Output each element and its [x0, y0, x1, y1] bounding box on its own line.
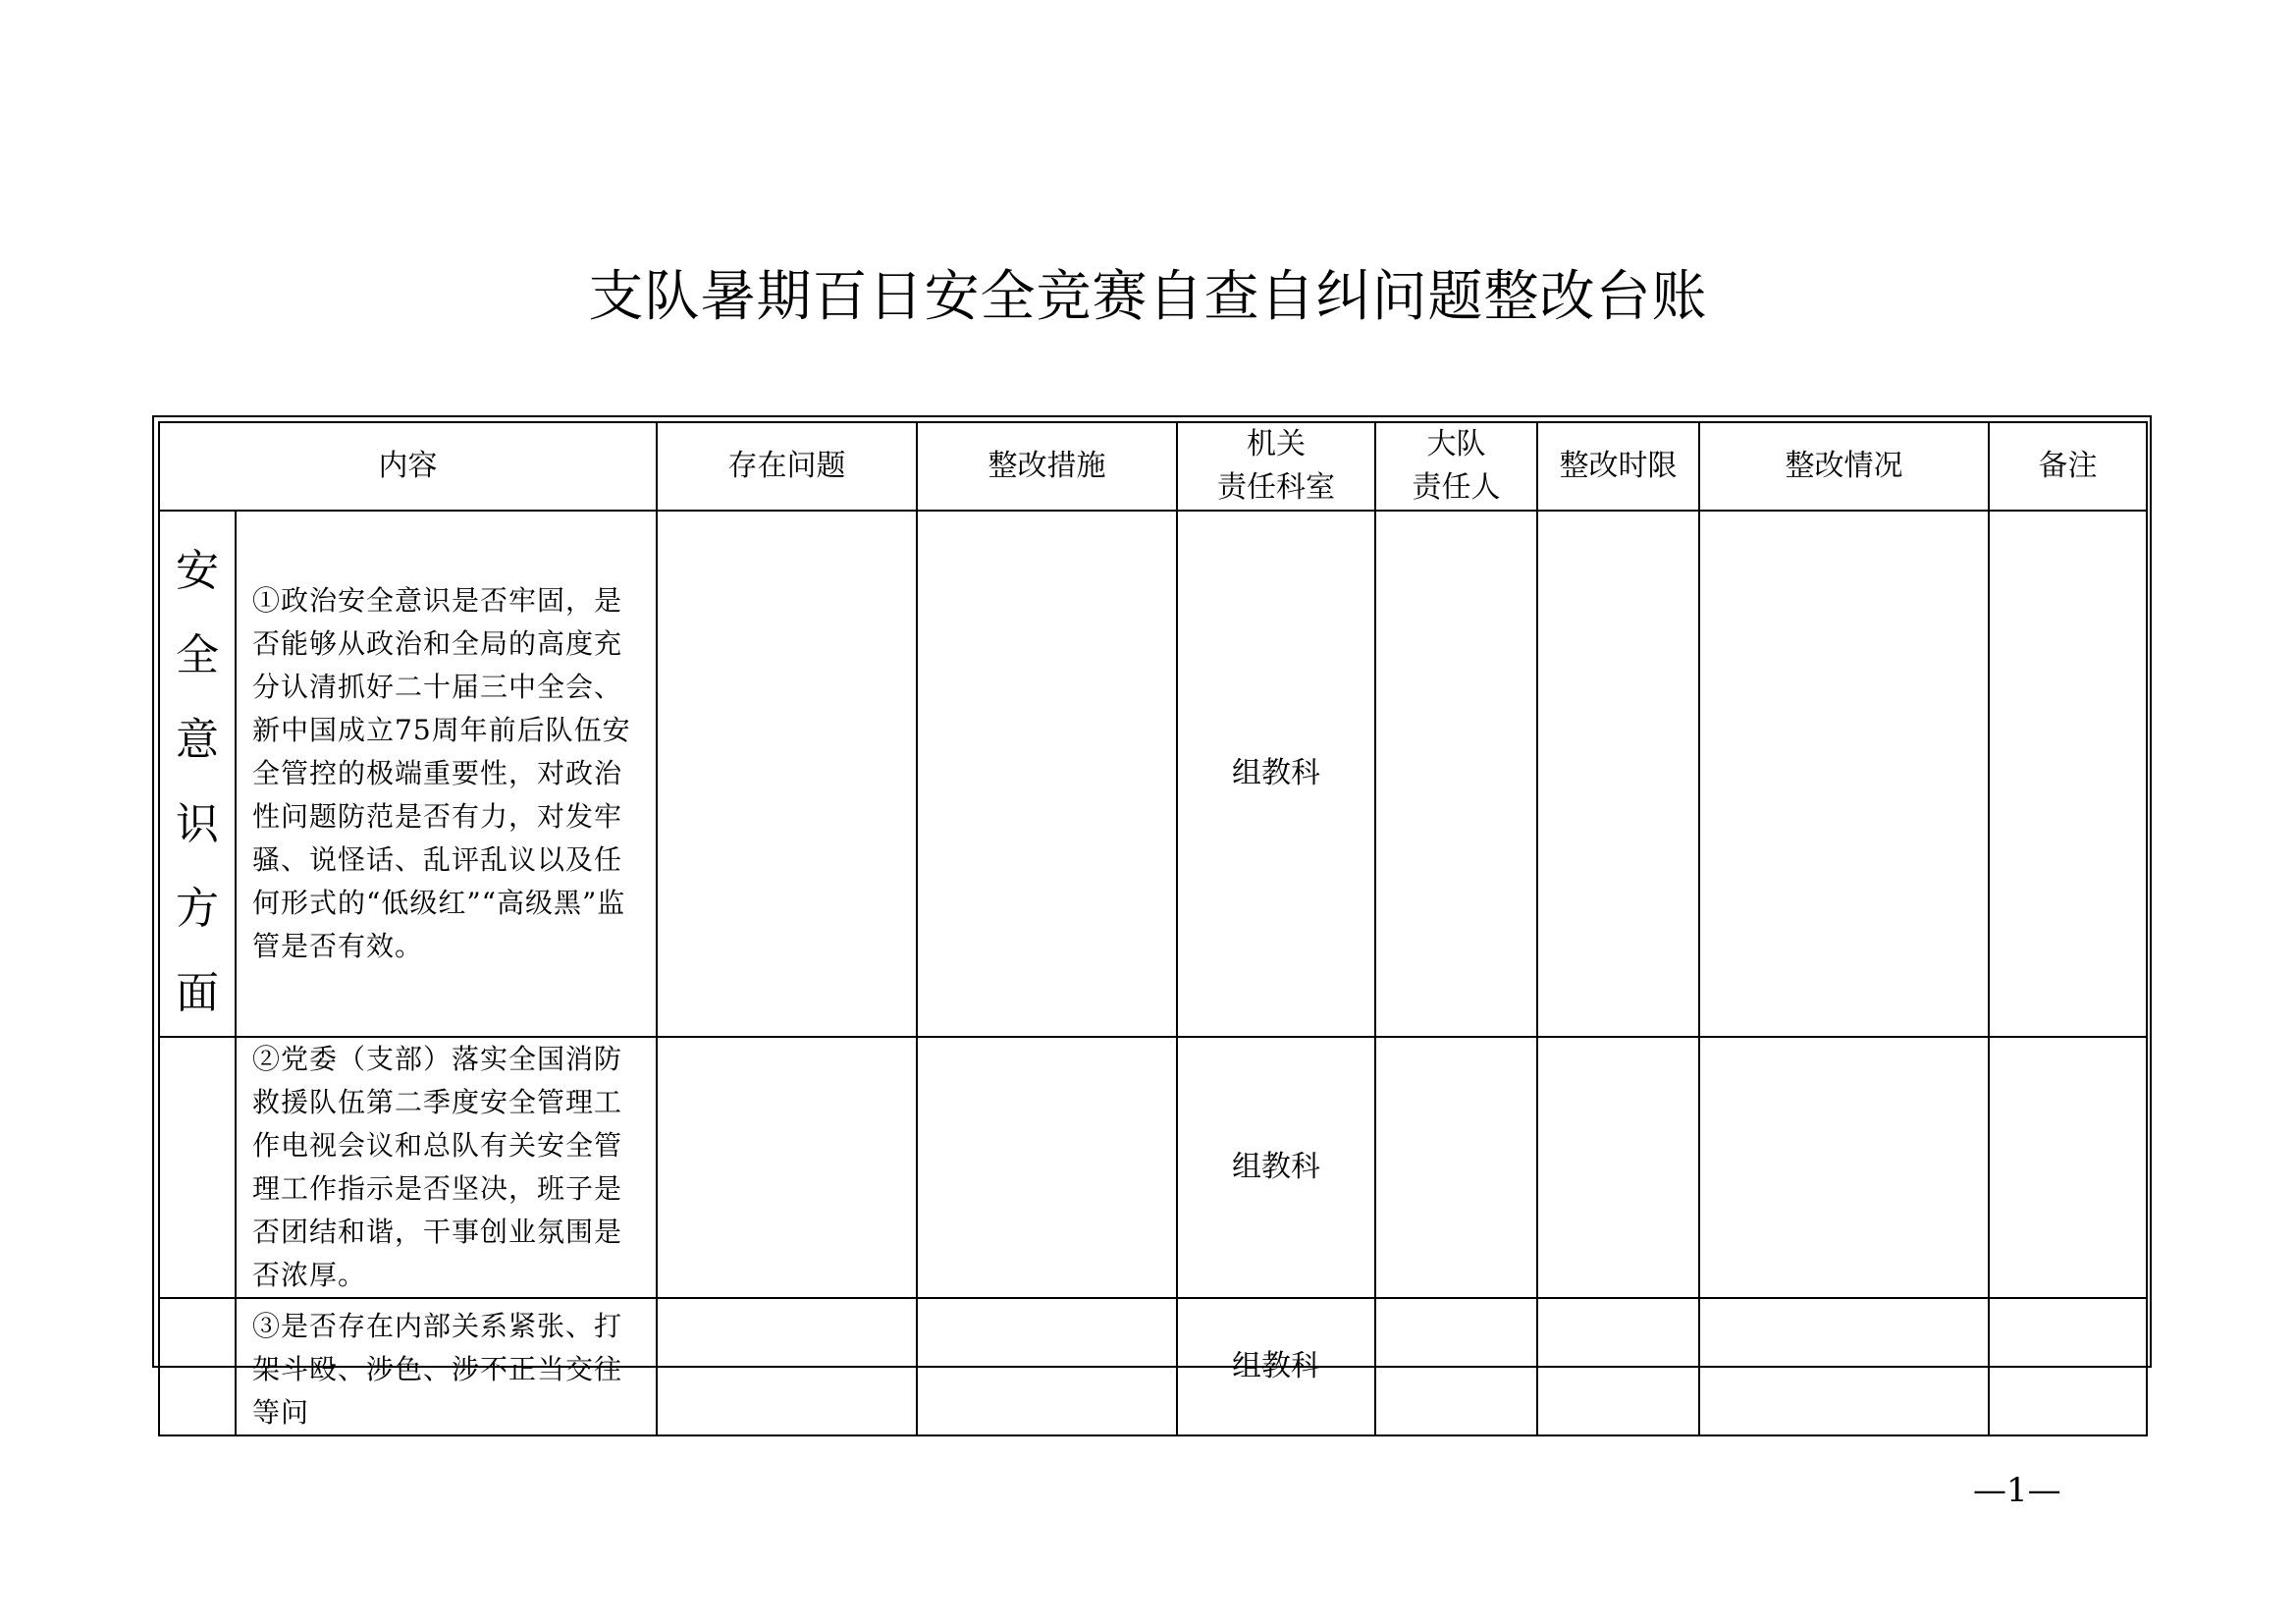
content-cell: ①政治安全意识是否牢固，是否能够从政治和全局的高度充分认清抓好二十届三中全会、新中国成立75周年前后队伍安全管控的极端重要性，对政治性问题防范是否有力，对发牢骚、说怪话、乱评乱议以及任何形式的“低级红”“高级黑”监管是否有效。	[236, 511, 657, 1037]
measures-cell	[917, 1298, 1177, 1435]
header-problems: 存在问题	[657, 422, 917, 511]
page-number: —1—	[1973, 1471, 2061, 1510]
header-row	[159, 422, 2147, 511]
table-row	[159, 1298, 2147, 1435]
header-dept-line1: 机关	[1247, 427, 1306, 461]
section-label-char: 面	[176, 968, 219, 1018]
table-row	[159, 1037, 2147, 1298]
section-label-char: 识	[176, 799, 219, 849]
status-cell	[1699, 1298, 1989, 1435]
remarks-cell	[1989, 1037, 2147, 1298]
header-deadline: 整改时限	[1537, 422, 1699, 511]
person-cell	[1375, 511, 1537, 1037]
section-label-char: 意	[176, 715, 219, 765]
problems-cell	[657, 511, 917, 1037]
person-cell	[1375, 1037, 1537, 1298]
problems-cell	[657, 1037, 917, 1298]
header-status: 整改情况	[1699, 422, 1989, 511]
remarks-cell	[1989, 1298, 2147, 1435]
header-responsible-person	[1375, 422, 1537, 511]
section-label-cell	[159, 511, 236, 1037]
person-cell	[1375, 1298, 1537, 1435]
deadline-cell	[1537, 511, 1699, 1037]
status-cell	[1699, 511, 1989, 1037]
section-label-char: 安	[176, 546, 219, 596]
dept-cell: 组教科	[1177, 1298, 1375, 1435]
header-content: 内容	[159, 422, 657, 511]
measures-cell	[917, 511, 1177, 1037]
header-remarks: 备注	[1989, 422, 2147, 511]
document-title: 支队暑期百日安全竞赛自查自纠问题整改台账	[588, 265, 1708, 329]
section-label-char: 全	[176, 630, 219, 680]
header-person-line2: 责任人	[1412, 470, 1501, 505]
remarks-cell	[1989, 511, 2147, 1037]
ledger-table	[158, 421, 2148, 1436]
table-row	[159, 511, 2147, 1037]
section-label-cell-empty	[159, 1037, 236, 1298]
deadline-cell	[1537, 1037, 1699, 1298]
content-cell: ③是否存在内部关系紧张、打架斗殴、涉色、涉不正当交往等问	[236, 1298, 657, 1435]
header-dept-line2: 责任科室	[1217, 470, 1335, 505]
status-cell	[1699, 1037, 1989, 1298]
section-label-char: 方	[176, 884, 219, 934]
section-label-cell-empty	[159, 1298, 236, 1435]
header-measures: 整改措施	[917, 422, 1177, 511]
dept-cell: 组教科	[1177, 511, 1375, 1037]
problems-cell	[657, 1298, 917, 1435]
dept-cell: 组教科	[1177, 1037, 1375, 1298]
deadline-cell	[1537, 1298, 1699, 1435]
content-cell: ②党委（支部）落实全国消防救援队伍第二季度安全管理工作电视会议和总队有关安全管理工作指示是否坚决，班子是否团结和谐，干事创业氛围是否浓厚。	[236, 1037, 657, 1298]
header-responsible-dept	[1177, 422, 1375, 511]
header-person-line1: 大队	[1426, 427, 1486, 461]
ledger-table-frame	[152, 415, 2152, 1429]
section-label	[160, 512, 235, 1036]
measures-cell	[917, 1037, 1177, 1298]
